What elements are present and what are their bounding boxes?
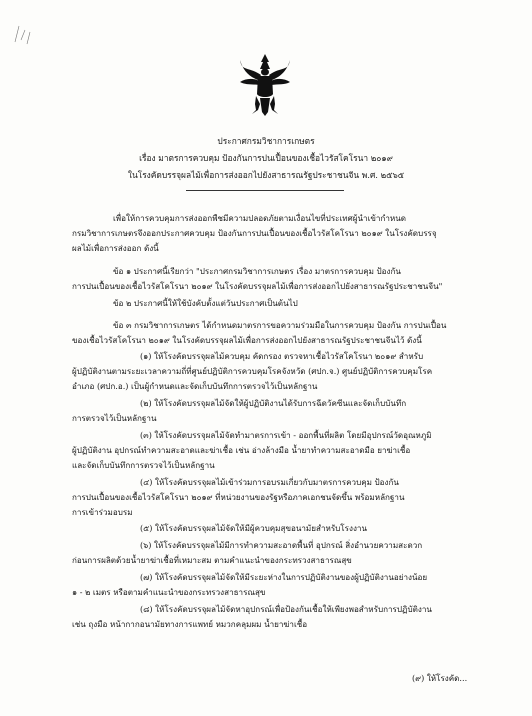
- item-8-line: (๘) ให้โรงคัดบรรจุผลไม้จัดหาอุปกรณ์เพื่อป้องกันเชื้อให้เพียงพอสำหรับการปฏิบัติงาน: [140, 604, 432, 614]
- item-2-line: การตรวจไว้เป็นหลักฐาน: [72, 413, 157, 423]
- item-7-line: ๑ - ๒ เมตร หรือตามคำแนะนำของกระทรวงสาธารณสุข: [72, 587, 266, 597]
- garuda-emblem-icon: [238, 52, 292, 118]
- item-1-line: (๑) ให้โรงคัดบรรจุผลไม้ควบคุม คัดกรอง ตรวจหาเชื้อไวรัสโคโรนา ๒๐๑๙ สำหรับ: [140, 351, 424, 361]
- item-1-line: ผู้ปฏิบัติงานตามระยะเวลาความถี่ที่ศูนย์ปฏิบัติการควบคุมโรคจังหวัด (ศปก.จ.) ศูนย์ปฏิบัติการควบคุมโรค: [72, 366, 433, 376]
- paragraph-line: เพื่อให้การควบคุมการส่งออกพืชมีความปลอดภัยตามเงื่อนไขที่ประเทศผู้นำเข้ากำหนด: [113, 213, 406, 223]
- item-3-line: ผู้ปฏิบัติงาน อุปกรณ์ทำความสะอาดและฆ่าเชื้อ เช่น อ่างล้างมือ น้ำยาทำความสะอาดมือ ยาฆ่าเชื้อ: [72, 445, 411, 455]
- item-4-line: การเข้าร่วมอบรม: [72, 507, 133, 517]
- clause-2-line: ข้อ ๒ ประกาศนี้ให้ใช้บังคับตั้งแต่วันประกาศเป็นต้นไป: [113, 298, 298, 308]
- item-3-line: และจัดเก็บบันทึกการตรวจไว้เป็นหลักฐาน: [72, 460, 215, 470]
- document-subject: เรื่อง มาตรการควบคุม ป้องกันการปนเปื้อนของเชื้อไวรัสโคโรนา ๒๐๑๙: [139, 153, 393, 163]
- item-8-line: เช่น ถุงมือ หน้ากากอนามัยทางการแพทย์ หมวกคลุมผม น้ำยาฆ่าเชื้อ: [72, 619, 308, 629]
- clause-1-line: ข้อ ๑ ประกาศนี้เรียกว่า "ประกาศกรมวิชาการเกษตร เรื่อง มาตรการควบคุม ป้องกัน: [113, 266, 401, 276]
- item-4-line: (๔) ให้โรงคัดบรรจุผลไม้เข้าร่วมการอบรมเกี่ยวกับมาตรการควบคุม ป้องกัน: [140, 477, 399, 487]
- document-type: ประกาศกรมวิชาการเกษตร: [217, 136, 315, 146]
- item-2-line: (๒) ให้โรงคัดบรรจุผลไม้จัดให้ผู้ปฏิบัติงานได้รับการฉีดวัคซีนและจัดเก็บบันทึก: [140, 398, 407, 408]
- page-continuation: (๙) ให้โรงคัด...: [412, 673, 468, 683]
- paragraph-line: ผลไม้เพื่อการส่งออก ดังนี้: [72, 243, 159, 253]
- item-3-line: (๓) ให้โรงคัดบรรจุผลไม้จัดทำมาตรการเข้า - ออกพื้นที่ผลิต โดยมีอุปกรณ์วัดอุณหภูมิ: [140, 430, 432, 440]
- title-divider: [186, 190, 344, 191]
- document-subject-line2: ในโรงคัดบรรจุผลไม้เพื่อการส่งออกไปยังสาธารณรัฐประชาชนจีน พ.ศ. ๒๕๖๕: [127, 170, 405, 180]
- item-5-line: (๕) ให้โรงคัดบรรจุผลไม้จัดให้มีผู้ควบคุมสุขอนามัยสำหรับโรงงาน: [140, 523, 367, 533]
- paragraph-line: กรมวิชาการเกษตรจึงออกประกาศควบคุม ป้องกันการปนเปื้อนของเชื้อไวรัสโคโรนา ๒๐๑๙ ในโรงคัดบรรจุ: [72, 228, 437, 238]
- clause-3-line: ข้อ ๓ กรมวิชาการเกษตร ได้กำหนดมาตรการขอความร่วมมือในการควบคุม ป้องกัน การปนเปื้อน: [113, 320, 447, 330]
- item-6-line: (๖) ให้โรงคัดบรรจุผลไม้มีการทำความสะอาดพื้นที่ อุปกรณ์ สิ่งอำนวยความสะดวก: [140, 540, 423, 550]
- item-4-line: การปนเปื้อนของเชื้อไวรัสโคโรนา ๒๐๑๙ ที่หน่วยงานของรัฐหรือภาคเอกชนจัดขึ้น พร้อมหลักฐาน: [72, 492, 405, 502]
- item-1-line: อำเภอ (ศปก.อ.) เป็นผู้กำหนดและจัดเก็บบันทึกการตรวจไว้เป็นหลักฐาน: [72, 381, 318, 391]
- pen-mark: [12, 22, 36, 48]
- clause-1-line: การปนเปื้อนของเชื้อไวรัสโคโรนา ๒๐๑๙ ในโรงคัดบรรจุผลไม้เพื่อการส่งออกไปยังสาธารณรัฐประชาชนจีน": [72, 281, 443, 291]
- item-6-line: ก่อนการผลิตด้วยน้ำยาฆ่าเชื้อที่เหมาะสม ตามคำแนะนำของกระทรวงสาธารณสุข: [72, 555, 352, 565]
- item-7-line: (๗) ให้โรงคัดบรรจุผลไม้จัดให้มีระยะห่างในการปฏิบัติงานของผู้ปฏิบัติงานอย่างน้อย: [140, 572, 428, 582]
- clause-3-line: ของเชื้อไวรัสโคโรนา ๒๐๑๙ ในโรงคัดบรรจุผลไม้เพื่อการส่งออกไปยังสาธารณรัฐประชาชนจีนไว้ ดังนี้: [72, 335, 422, 345]
